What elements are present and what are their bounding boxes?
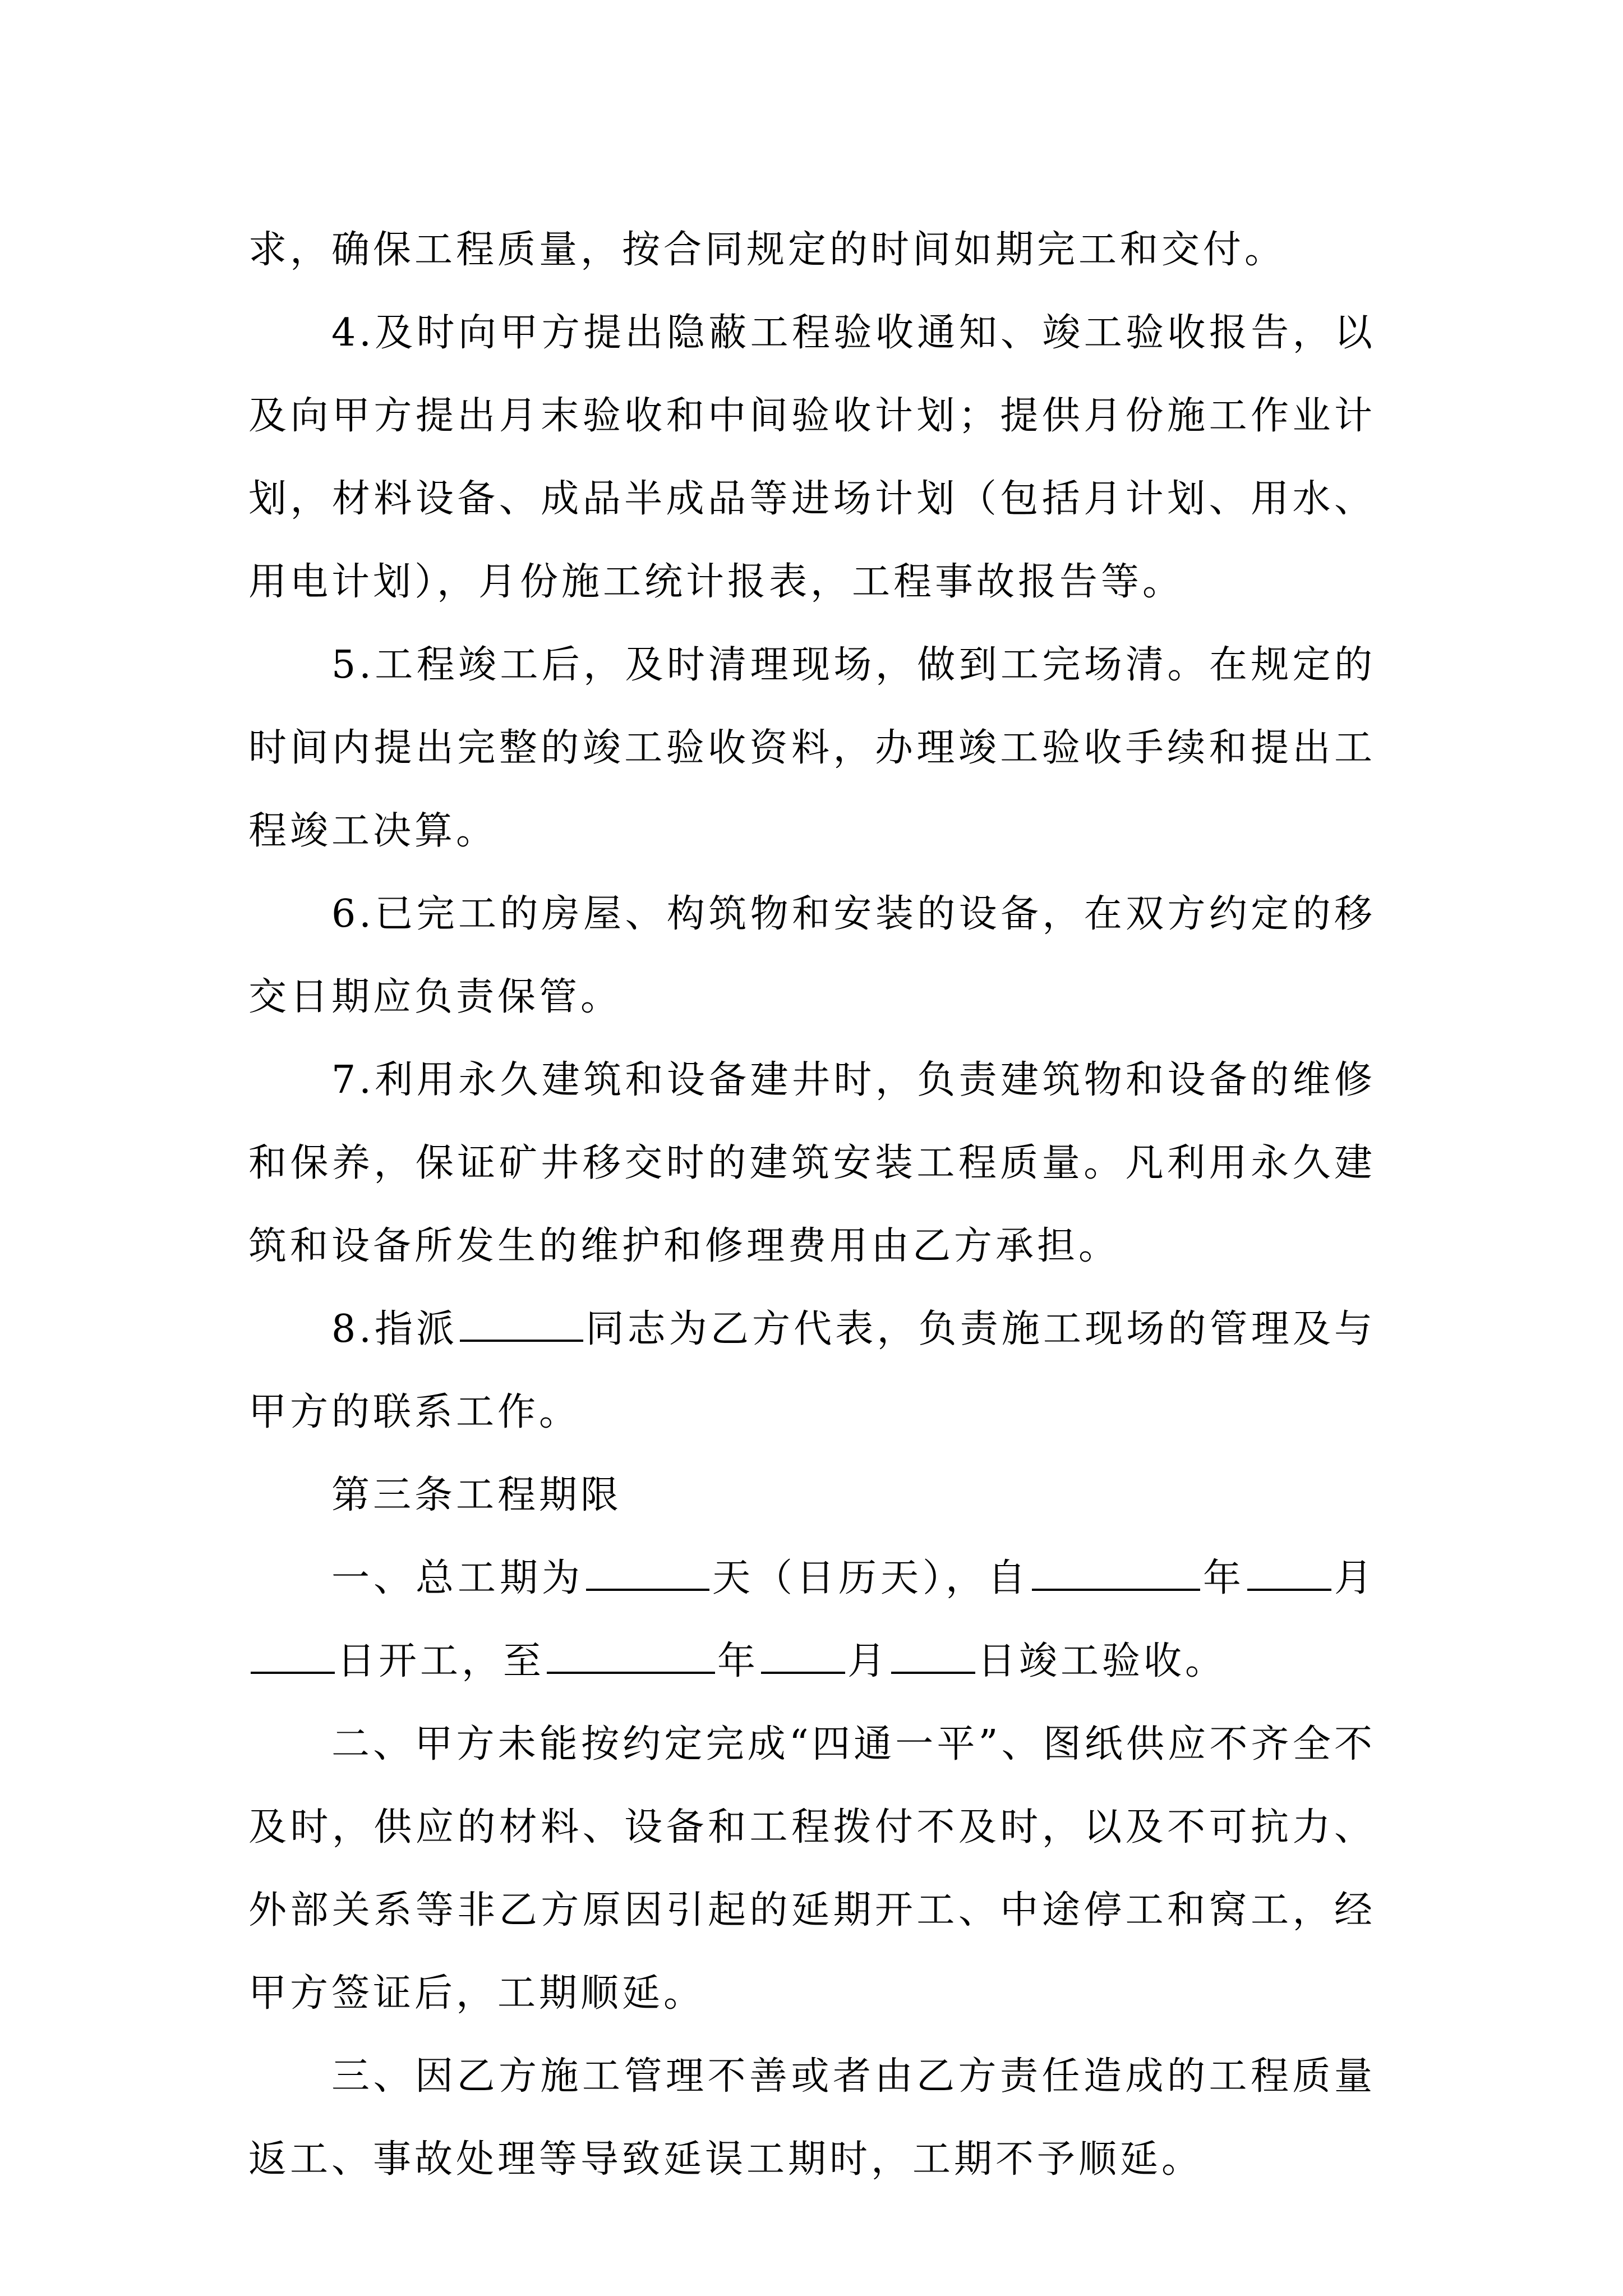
start-year-blank[interactable] (1032, 1556, 1200, 1591)
duration-text-8: 日竣工验收。 (978, 1639, 1227, 1683)
clause-5: 5.工程竣工后，及时清理现场，做到工完场清。在规定的时间内提出完整的竣工验收资料，办理竣工验收手续和提出工程竣工决算。 (248, 643, 1376, 853)
duration-text-4: 月 (1333, 1556, 1376, 1600)
clause-8-prefix: 8.指派 (331, 1307, 458, 1351)
duration-text-3: 年 (1202, 1556, 1245, 1600)
clause-8-suffix: 同志为乙方代表，负责施工现场的管理及与甲方的联系工作。 (248, 1307, 1376, 1434)
duration-clause (248, 1537, 1376, 1703)
duration-text-6: 年 (717, 1639, 759, 1683)
clause-6: 6.已完工的房屋、构筑物和安装的设备，在双方约定的移交日期应负责保管。 (248, 892, 1376, 1019)
paragraph-continuation: 求，确保工程质量，按合同规定的时间如期完工和交付。 (248, 228, 1287, 272)
clause-7: 7.利用永久建筑和设备建井时，负责建筑物和设备的维修和保养，保证矿井移交时的建筑安装工程质量。凡利用永久建筑和设备所发生的维护和修理费用由乙方承担。 (248, 1058, 1376, 1268)
duration-text-5: 日开工，至 (337, 1639, 545, 1683)
total-days-blank[interactable] (586, 1556, 709, 1591)
start-day-blank[interactable] (251, 1639, 335, 1674)
representative-name-blank[interactable] (460, 1307, 583, 1342)
duration-text-2: 天（日历天），自 (711, 1556, 1030, 1600)
end-year-blank[interactable] (547, 1639, 715, 1674)
clause-8 (248, 1288, 1376, 1454)
duration-text-7: 月 (847, 1639, 889, 1683)
start-month-blank[interactable] (1247, 1556, 1331, 1591)
no-extension-clause: 三、因乙方施工管理不善或者由乙方责任造成的工程质量返工、事故处理等导致延误工期时，工期不予顺延。 (248, 2054, 1376, 2182)
contract-text (248, 209, 1376, 2201)
end-month-blank[interactable] (761, 1639, 845, 1674)
article-3-heading: 第三条工程期限 (331, 1473, 623, 1517)
extension-clause: 二、甲方未能按约定完成“四通一平”、图纸供应不齐全不及时，供应的材料、设备和工程拨付不及时，以及不可抗力、外部关系等非乙方原因引起的延期开工、中途停工和窝工，经甲方签证后，工期顺延。 (248, 1722, 1376, 2016)
duration-text-1: 一、总工期为 (331, 1556, 584, 1600)
end-day-blank[interactable] (891, 1639, 975, 1674)
clause-4: 4.及时向甲方提出隐蔽工程验收通知、竣工验收报告，以及向甲方提出月末验收和中间验收计划；提供月份施工作业计划，材料设备、成品半成品等进场计划（包括月计划、用水、用电计划），月份施工统计报表，工程事故报告等。 (248, 311, 1376, 604)
